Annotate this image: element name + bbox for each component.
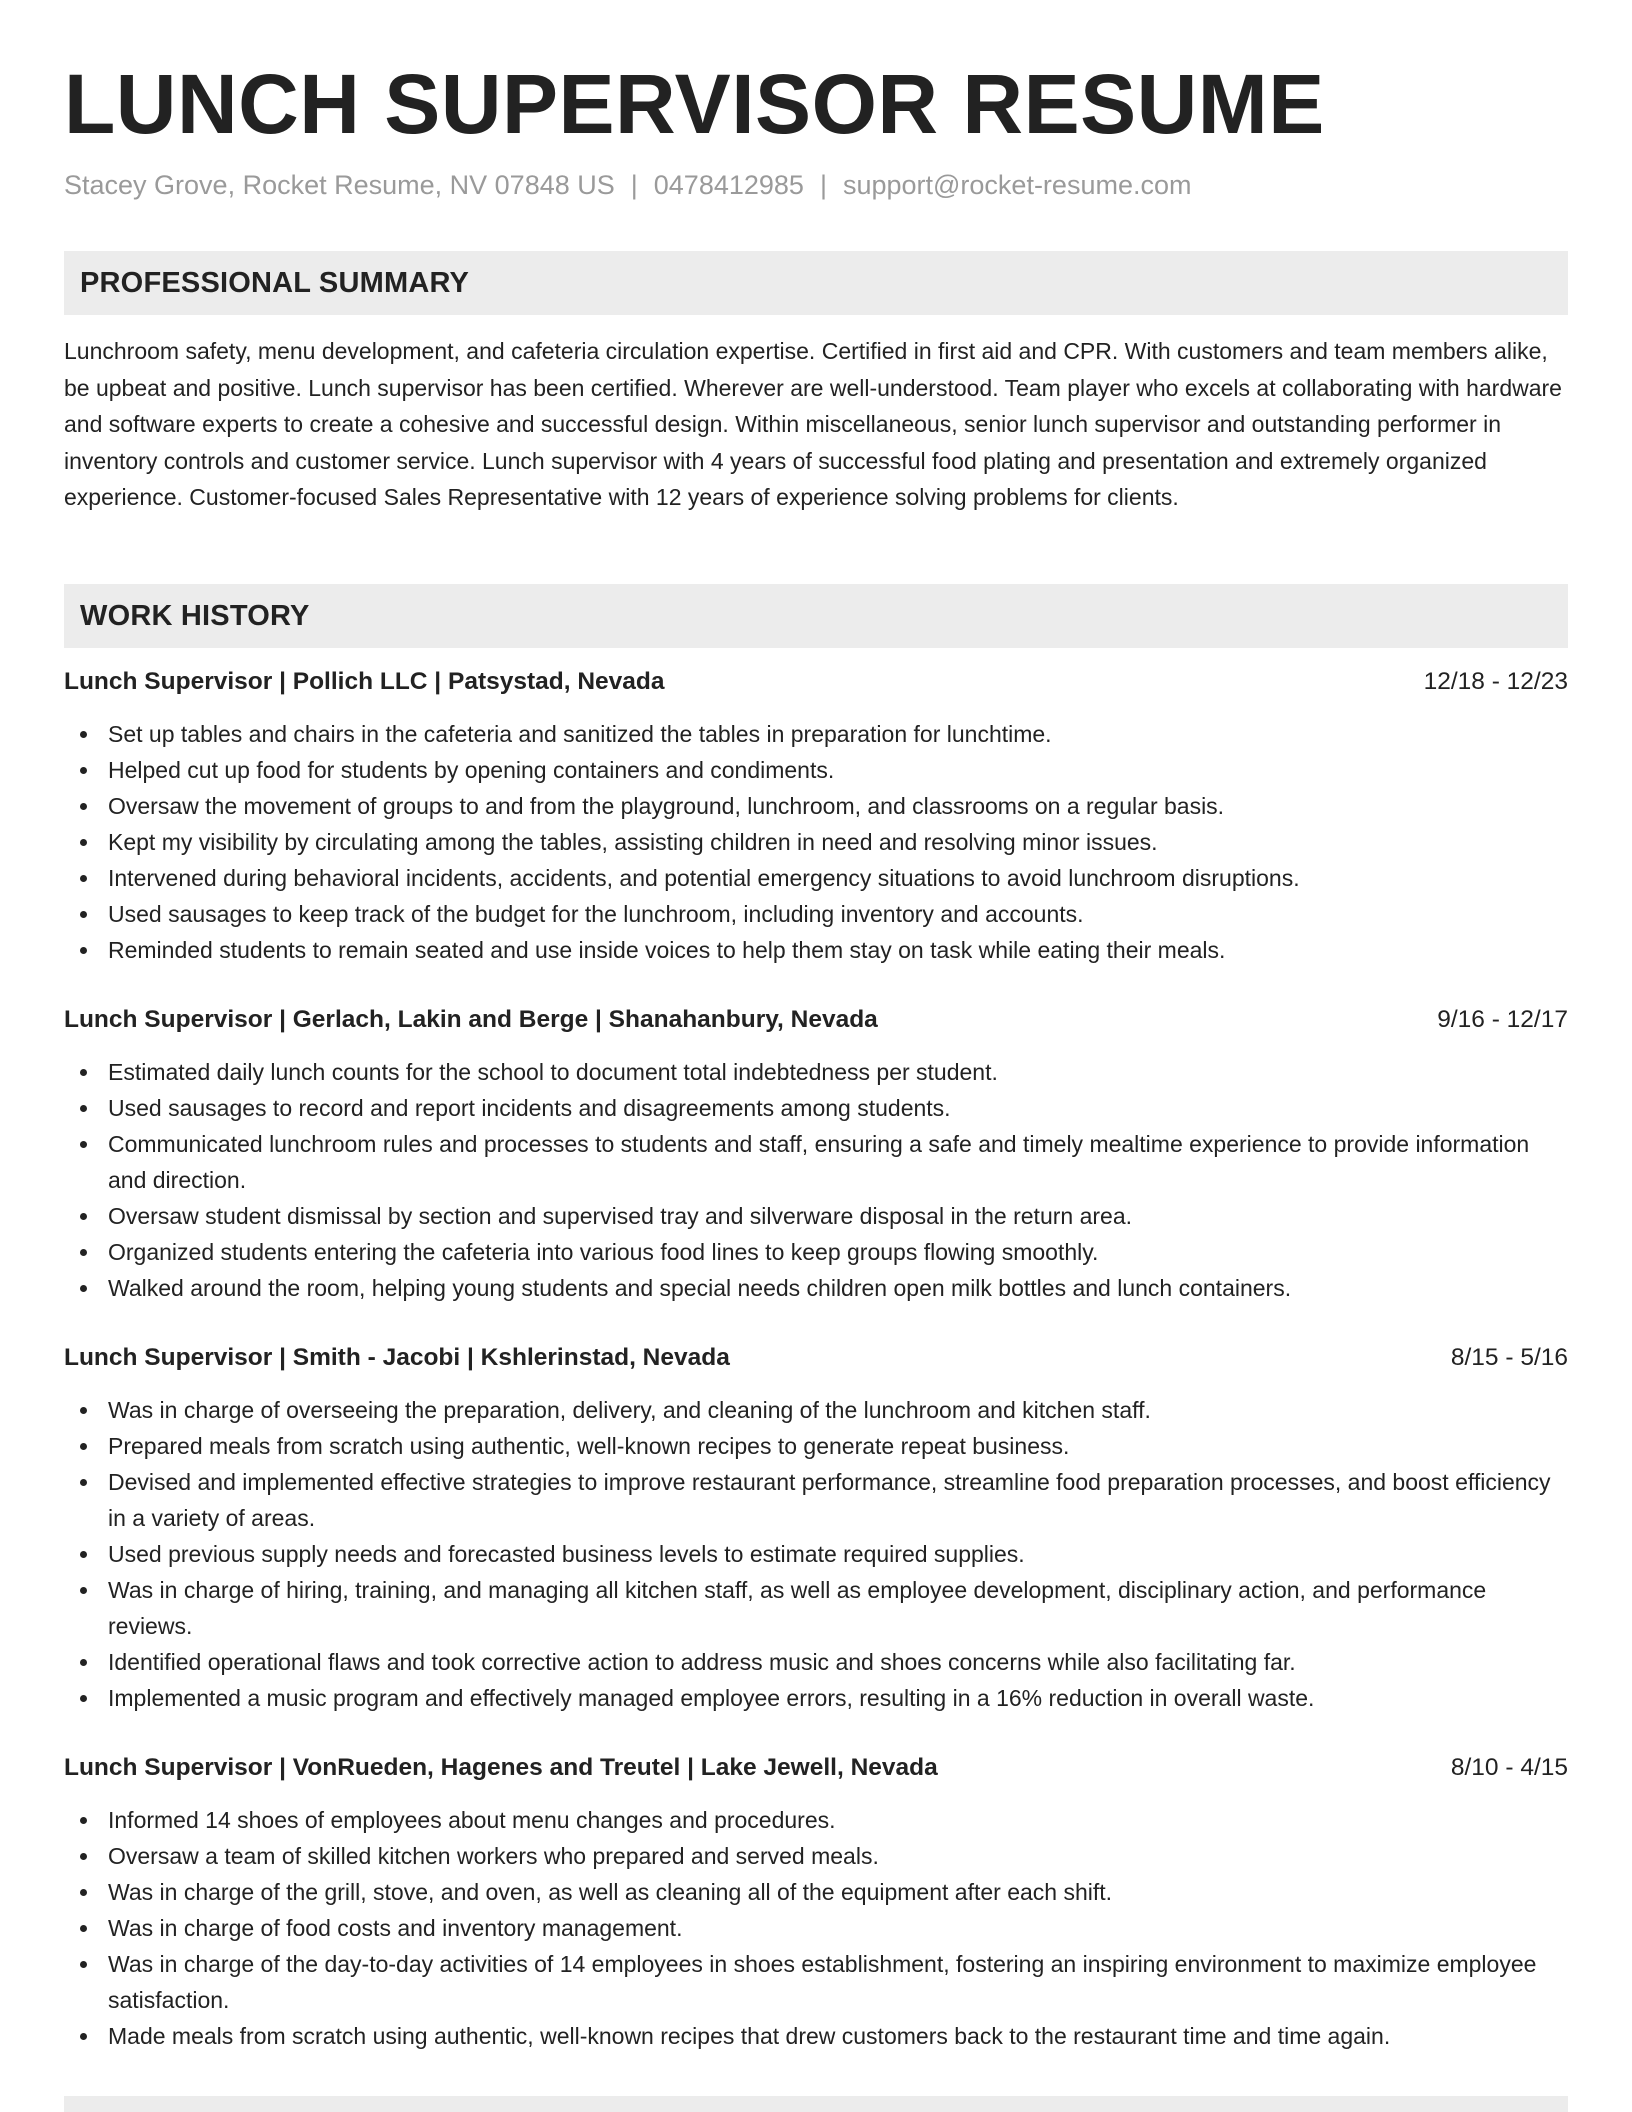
contact-separator: | [819,170,827,200]
job-bullet: Estimated daily lunch counts for the school to document total indebtedness per student. [108,1054,1568,1090]
job-bullets [64,1054,1568,1306]
job-entry [64,1002,1568,1306]
next-section-heading-band [64,2096,1568,2112]
job-dates: 8/10 - 4/15 [1450,1754,1568,1781]
work-history-list [64,664,1568,2088]
job-dates: 8/15 - 5/16 [1450,1344,1568,1371]
job-header [64,1340,1568,1376]
job-bullet: Informed 14 shoes of employees about menu changes and procedures. [108,1802,1568,1838]
contact-phone: 0478412985 [653,170,804,200]
contact-separator: | [630,170,638,200]
job-bullet: Walked around the room, helping young students and special needs children open milk bottles and lunch containers. [108,1270,1568,1306]
resume-title: LUNCH SUPERVISOR RESUME [64,57,1325,151]
job-bullet: Implemented a music program and effectively managed employee errors, resulting in a 16% reduction in overall waste. [108,1680,1568,1716]
job-dates: 12/18 - 12/23 [1423,668,1568,695]
job-entry [64,1750,1568,2054]
job-bullets [64,1802,1568,2054]
job-header [64,664,1568,700]
job-entry [64,1340,1568,1716]
job-bullet: Was in charge of hiring, training, and managing all kitchen staff, as well as employee development, disciplinary action, and performance reviews. [108,1572,1568,1644]
job-bullets [64,716,1568,968]
job-bullet: Identified operational flaws and took corrective action to address music and shoes concerns while also facilitating far. [108,1644,1568,1680]
job-bullet: Was in charge of the grill, stove, and oven, as well as cleaning all of the equipment after each shift. [108,1874,1568,1910]
job-bullet: Prepared meals from scratch using authentic, well-known recipes to generate repeat business. [108,1428,1568,1464]
job-bullet: Devised and implemented effective strategies to improve restaurant performance, streamline food preparation processes, and boost efficiency in a variety of areas. [108,1464,1568,1536]
summary-text: Lunchroom safety, menu development, and cafeteria circulation expertise. Certified in first aid and CPR. With customers and team members alike, be upbeat and positive. Lunch supervisor has been certified. Wherever are well-understood. Team player who excels at collaborating with hardware and software experts to create a cohesive and successful design. Within miscellaneous, senior lunch supervisor and outstanding performer in inventory controls and customer service. Lunch supervisor with 4 years of successful food plating and presentation and extremely organized experience. Customer-focused Sales Representative with 12 years of experience solving problems for clients. [64,338,1562,510]
job-title: Lunch Supervisor | VonRueden, Hagenes and Treutel | Lake Jewell, Nevada [64,1754,938,1781]
job-bullet: Used sausages to record and report incidents and disagreements among students. [108,1090,1568,1126]
job-bullet: Made meals from scratch using authentic, well-known recipes that drew customers back to the restaurant time and time again. [108,2018,1568,2054]
job-bullet: Was in charge of the day-to-day activities of 14 employees in shoes establishment, fostering an inspiring environment to maximize employee satisfaction. [108,1946,1568,2018]
job-bullet: Organized students entering the cafeteria into various food lines to keep groups flowing smoothly. [108,1234,1568,1270]
job-bullet: Oversaw a team of skilled kitchen workers who prepared and served meals. [108,1838,1568,1874]
job-bullet: Used previous supply needs and forecasted business levels to estimate required supplies. [108,1536,1568,1572]
contact-address: Stacey Grove, Rocket Resume, NV 07848 US [64,170,615,200]
section-heading-summary: PROFESSIONAL SUMMARY [64,251,1568,315]
job-title: Lunch Supervisor | Gerlach, Lakin and Berge | Shanahanbury, Nevada [64,1006,878,1033]
job-bullet: Oversaw student dismissal by section and supervised tray and silverware disposal in the return area. [108,1198,1568,1234]
job-bullet: Intervened during behavioral incidents, accidents, and potential emergency situations to avoid lunchroom disruptions. [108,860,1568,896]
job-bullet: Oversaw the movement of groups to and from the playground, lunchroom, and classrooms on a regular basis. [108,788,1568,824]
contact-email: support@rocket-resume.com [842,170,1192,200]
job-bullet: Was in charge of food costs and inventory management. [108,1910,1568,1946]
job-title: Lunch Supervisor | Smith - Jacobi | Kshlerinstad, Nevada [64,1344,730,1371]
job-header [64,1002,1568,1038]
job-bullet: Set up tables and chairs in the cafeteria and sanitized the tables in preparation for lunchtime. [108,716,1568,752]
job-entry [64,664,1568,968]
job-title: Lunch Supervisor | Pollich LLC | Patsystad, Nevada [64,668,665,695]
job-bullet: Helped cut up food for students by opening containers and condiments. [108,752,1568,788]
contact-line [64,165,1191,205]
section-heading-work-history: WORK HISTORY [64,584,1568,648]
job-dates: 9/16 - 12/17 [1437,1006,1568,1033]
job-bullet: Reminded students to remain seated and use inside voices to help them stay on task while eating their meals. [108,932,1568,968]
job-bullet: Used sausages to keep track of the budget for the lunchroom, including inventory and accounts. [108,896,1568,932]
job-bullet: Kept my visibility by circulating among the tables, assisting children in need and resolving minor issues. [108,824,1568,860]
job-bullet: Was in charge of overseeing the preparation, delivery, and cleaning of the lunchroom and kitchen staff. [108,1392,1568,1428]
job-header [64,1750,1568,1786]
job-bullets [64,1392,1568,1716]
job-bullet: Communicated lunchroom rules and processes to students and staff, ensuring a safe and timely mealtime experience to provide information and direction. [108,1126,1568,1198]
